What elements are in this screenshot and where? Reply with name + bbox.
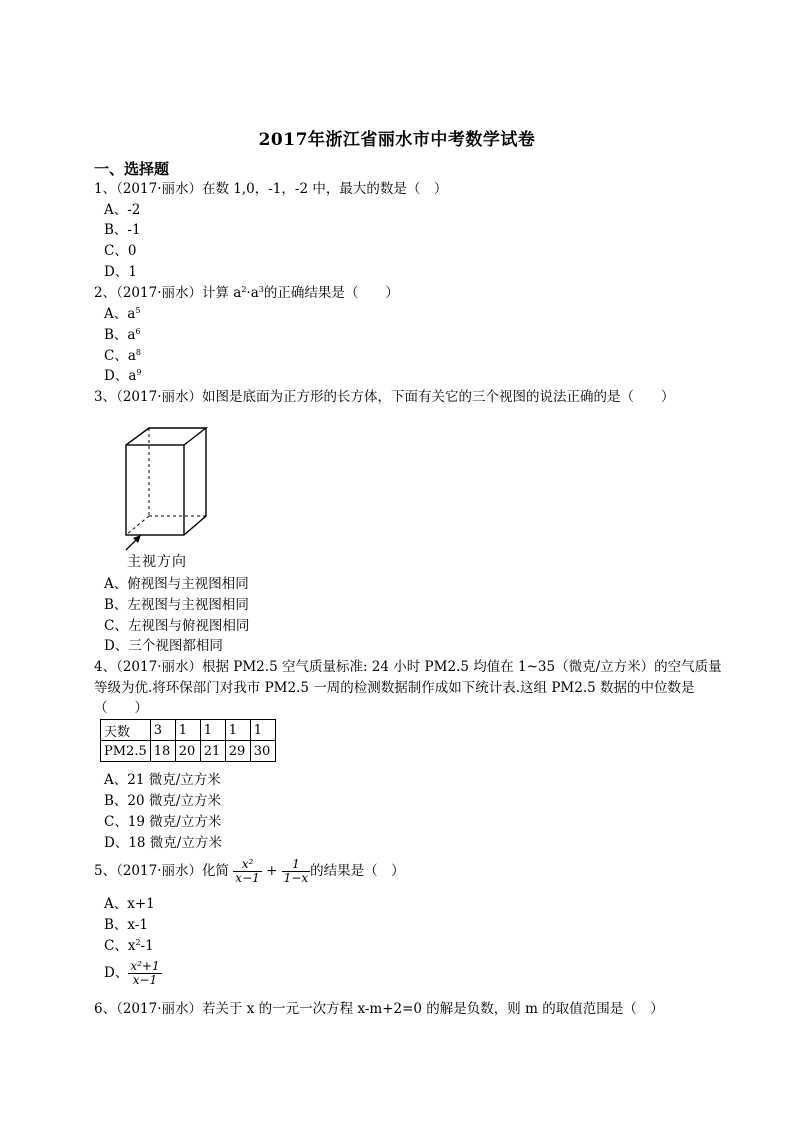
q4-option-c: C、19 微克/立方米 [104, 814, 222, 830]
table-cell: 21 [200, 741, 225, 762]
table-row [101, 720, 276, 741]
table-cell: 20 [175, 741, 200, 762]
cuboid-right-edges [184, 428, 206, 535]
q3-option-b: B、左视图与主视图相同 [104, 597, 249, 613]
q2-option-b: B、$a^6$ [104, 327, 141, 343]
table-cell: 1 [175, 720, 200, 741]
table-cell: 1 [250, 720, 275, 741]
q4-option-a: A、21 微克/立方米 [104, 772, 221, 788]
q2-option-a: A、$a^5$ [104, 306, 141, 322]
q5-option-b: B、x-1 [104, 917, 148, 933]
page-title: 2017年浙江省丽水市中考数学试卷 [258, 130, 536, 150]
table-cell: 30 [250, 741, 275, 762]
table-row [101, 741, 276, 762]
cuboid-hidden-depth [126, 516, 149, 535]
q4-stem-line2: 等级为优.将环保部门对我市 PM2.5 一周的检测数据制作成如下统计表.这组 PM2.5 数据的中位数是 [94, 680, 695, 696]
q5-stem: 5、（2017·丽水）化简 $\frac{\text{x²}}{x-1}$ + $\frac{1}{1-x}$ 的结果是（ ） [94, 857, 405, 885]
q4-stem-line3: （ ） [94, 700, 148, 716]
table-cell: 天数 [101, 720, 151, 741]
q5-option-d: D、 $\frac{\text{x²+1}}{x-1}$ [104, 959, 160, 987]
table-cell: 1 [225, 720, 250, 741]
q4-option-d: D、18 微克/立方米 [104, 835, 222, 851]
table-cell: 18 [150, 741, 175, 762]
q1-option-c: C、0 [104, 243, 137, 259]
q2-stem: 2、（2017·丽水）计算 $a^2\cdot a^3$的正确结果是（ ） [94, 285, 399, 301]
q4-option-b: B、20 微克/立方米 [104, 793, 221, 809]
table-cell: 1 [200, 720, 225, 741]
cuboid-figure [100, 420, 220, 570]
q6-stem: 6、（2017·丽水）若关于 x 的一元一次方程 x-m+2=0 的解是负数，则 m 的取值范围是（ ） [94, 1001, 664, 1017]
q1-stem: 1、（2017·丽水）在数 1,0，-1，-2 中，最大的数是（ ） [94, 181, 448, 197]
pm25-table [100, 719, 276, 762]
q2-option-c: C、$a^8$ [104, 348, 141, 364]
q3-stem: 3、（2017·丽水）如图是底面为正方形的长方体，下面有关它的三个视图的说法正确的是（ ） [94, 389, 675, 405]
table-cell: 29 [225, 741, 250, 762]
q1-option-d: D、1 [104, 264, 137, 280]
table-cell: 3 [150, 720, 175, 741]
cuboid-top-edges [126, 428, 206, 445]
q4-stem-line1: 4、（2017·丽水）根据 PM2.5 空气质量标准: 24 小时 PM2.5 均值在 1~35（微克/立方米）的空气质量 [94, 659, 722, 675]
q5-fraction-1: $\frac{\text{x²}}{x-1}$ [235, 857, 260, 885]
figure-label: 主视方向 [127, 554, 187, 570]
q5-option-d-fraction: $\frac{\text{x²+1}}{x-1}$ [130, 959, 160, 987]
q3-option-d: D、三个视图都相同 [104, 638, 223, 654]
q5-option-a: A、x+1 [104, 896, 155, 912]
q2-option-d: D、$a^9$ [104, 368, 142, 384]
q5-fraction-2: $\frac{1}{1-x}$ [283, 857, 309, 885]
q3-option-a: A、俯视图与主视图相同 [104, 576, 249, 592]
table-cell: PM2.5 [101, 741, 151, 762]
section-heading: 一、选择题 [94, 160, 170, 178]
cuboid-front-face [126, 445, 184, 535]
q3-option-c: C、左视图与俯视图相同 [104, 618, 250, 634]
q1-option-a: A、-2 [104, 202, 141, 218]
q1-option-b: B、-1 [104, 222, 141, 238]
q5-option-c: C、$x^2-1$ [104, 938, 154, 954]
